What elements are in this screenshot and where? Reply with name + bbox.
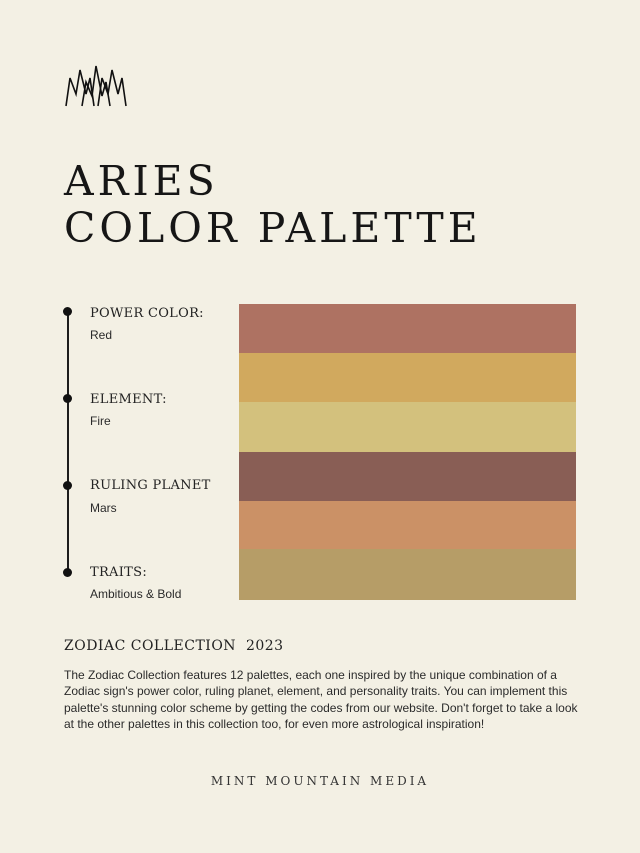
traits-label: TRAITS:: [90, 565, 148, 580]
timeline-dot: [63, 394, 72, 403]
element-value: Fire: [90, 414, 111, 428]
timeline-dot: [63, 481, 72, 490]
swatch-6: [239, 549, 576, 600]
swatch-5: [239, 501, 576, 549]
power-color-label: POWER COLOR:: [90, 306, 204, 321]
timeline-dot: [63, 568, 72, 577]
collection-heading: ZODIAC COLLECTION 2023: [64, 638, 284, 654]
mmm-mountain-logo-icon: [64, 64, 128, 108]
ruling-planet-value: Mars: [90, 501, 117, 515]
timeline-line: [67, 312, 69, 572]
collection-description: The Zodiac Collection features 12 palettes, each one inspired by the unique combination of a Zodiac sign's power color, ruling planet, element, and personality traits. You can implement this palette's stunning color scheme by getting the codes from our website. Don't forget to take a look at the other palettes in this collection too, for even more astrological inspiration!: [64, 668, 578, 731]
swatch-4: [239, 452, 576, 501]
swatch-2: [239, 353, 576, 402]
color-palette: [239, 304, 576, 600]
traits-value: Ambitious & Bold: [90, 587, 182, 601]
title-line-2: COLOR PALETTE: [64, 204, 482, 252]
timeline-dot: [63, 307, 72, 316]
title-line-1: ARIES: [64, 157, 219, 205]
ruling-planet-label: RULING PLANET: [90, 478, 211, 493]
power-color-value: Red: [90, 328, 113, 342]
footer-brand: MINT MOUNTAIN MEDIA: [210, 774, 430, 788]
element-label: ELEMENT:: [90, 392, 167, 407]
swatch-1: [239, 304, 576, 353]
page-title: [64, 158, 482, 252]
swatch-3: [239, 402, 576, 452]
